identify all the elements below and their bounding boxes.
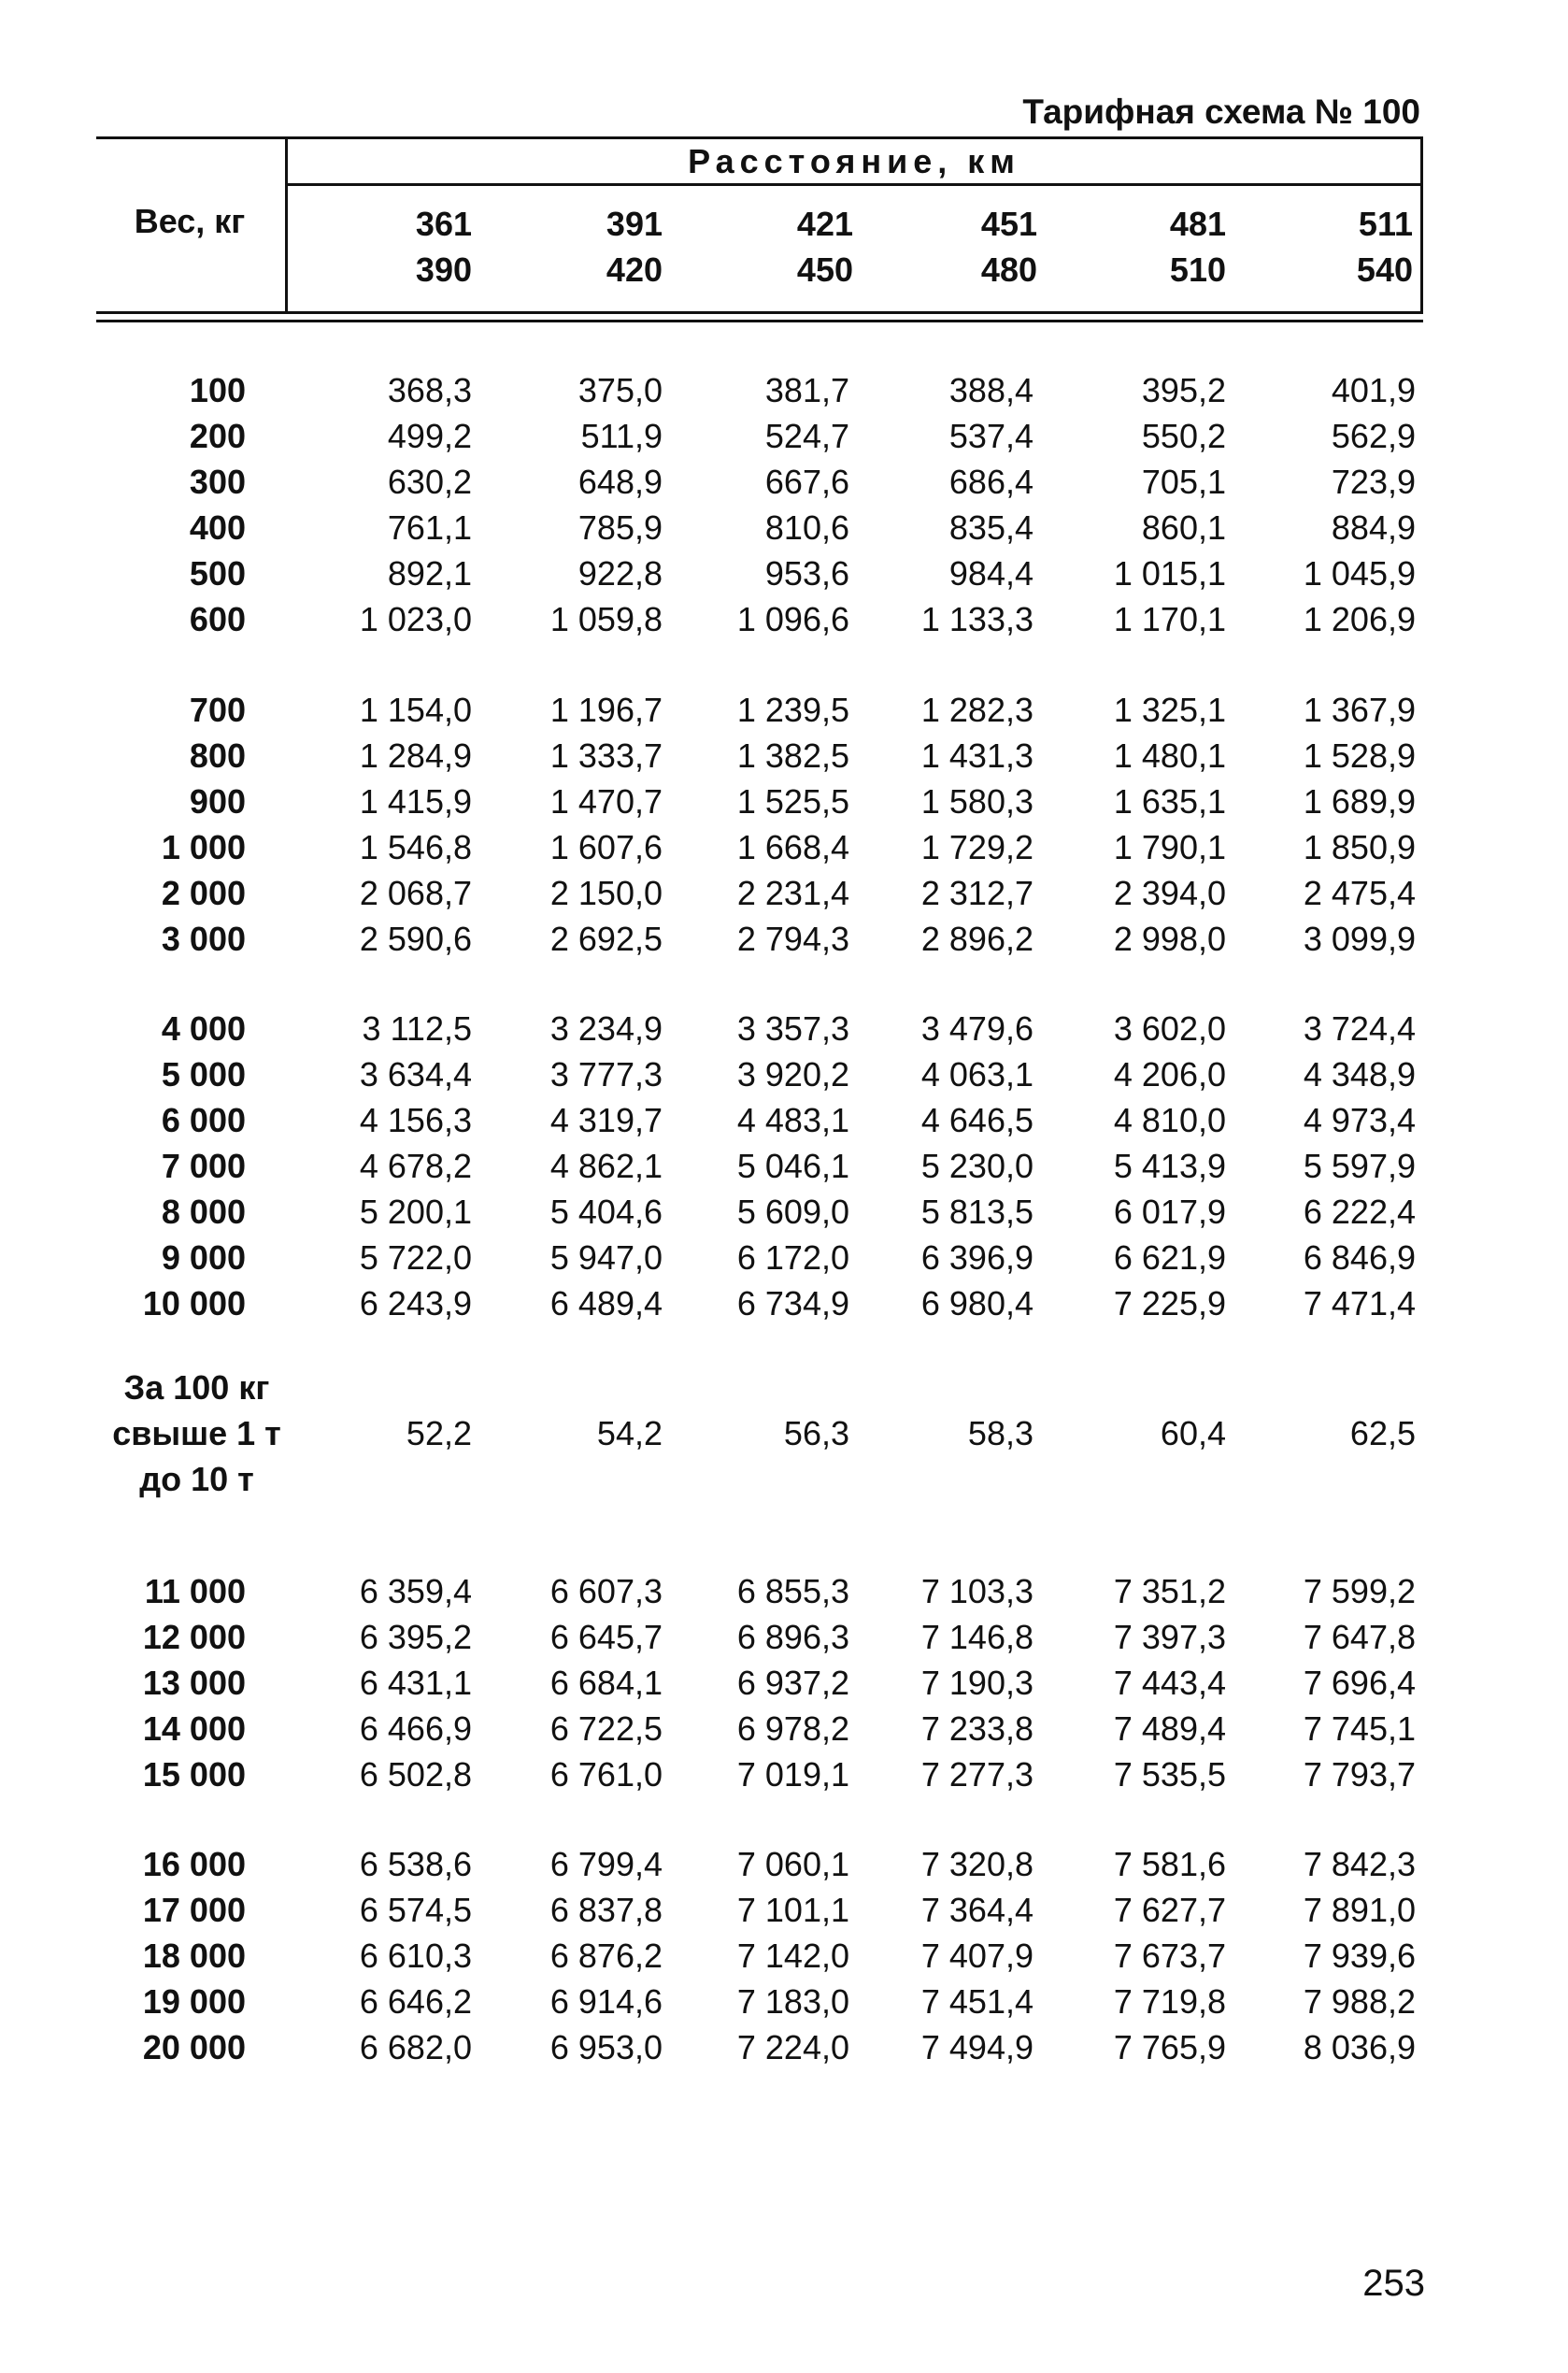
tariff-cell: 1 635,1: [1113, 782, 1226, 821]
tariff-cell: 7 494,9: [920, 2028, 1033, 2066]
tariff-cell: 7 765,9: [1113, 2028, 1226, 2066]
tariff-cell: 7 471,4: [1303, 1284, 1416, 1322]
tariff-cell: 1 333,7: [549, 736, 663, 775]
tariff-cell: 922,8: [577, 554, 663, 593]
tariff-cell: 368,3: [387, 371, 472, 409]
surcharge-row: [0, 1365, 1568, 1505]
weight-cell: 13 000: [142, 1664, 246, 1702]
header-rule-middle: [285, 183, 1423, 186]
tariff-cell: 7 793,7: [1303, 1755, 1416, 1794]
weight-cell: 2 000: [161, 874, 246, 912]
table-row: [0, 824, 1568, 870]
tariff-cell: 7 719,8: [1113, 1982, 1226, 2021]
distance-range-to: 540: [1356, 250, 1413, 289]
tariff-cell: 6 682,0: [359, 2028, 472, 2066]
tariff-cell: 6 222,4: [1303, 1193, 1416, 1231]
weight-cell: 14 000: [142, 1709, 246, 1748]
surcharge-cell: 60,4: [1160, 1414, 1226, 1452]
table-row: [0, 1051, 1568, 1097]
distance-range-to: 480: [980, 250, 1037, 289]
tariff-cell: 7 696,4: [1303, 1664, 1416, 1702]
tariff-cell: 1 431,3: [920, 736, 1033, 775]
table-row: [0, 596, 1568, 642]
table-row: [0, 779, 1568, 824]
tariff-cell: 6 876,2: [549, 1937, 663, 1975]
tariff-cell: 7 599,2: [1303, 1572, 1416, 1610]
table-row: [0, 459, 1568, 505]
tariff-cell: 6 722,5: [549, 1709, 663, 1748]
tariff-cell: 630,2: [387, 463, 472, 501]
tariff-cell: 6 646,2: [359, 1982, 472, 2021]
surcharge-label-line: до 10 т: [139, 1460, 254, 1498]
tariff-cell: 5 200,1: [359, 1193, 472, 1231]
weight-cell: 600: [189, 600, 246, 638]
weight-cell: 15 000: [142, 1755, 246, 1794]
weight-cell: 19 000: [142, 1982, 246, 2021]
tariff-cell: 5 230,0: [920, 1147, 1033, 1185]
tariff-cell: 6 937,2: [736, 1664, 849, 1702]
tariff-cell: 524,7: [764, 417, 849, 455]
distance-range-header: [350, 201, 472, 293]
tariff-cell: 7 224,0: [736, 2028, 849, 2066]
tariff-cell: 8 036,9: [1303, 2028, 1416, 2066]
distance-range-from: 451: [980, 205, 1037, 243]
weight-cell: 400: [189, 508, 246, 547]
surcharge-label: [96, 1365, 297, 1502]
tariff-cell: 375,0: [577, 371, 663, 409]
distance-range-from: 391: [606, 205, 663, 243]
weight-cell: 10 000: [142, 1284, 246, 1322]
tariff-cell: 1 154,0: [359, 691, 472, 729]
weight-cell: 700: [189, 691, 246, 729]
distance-range-to: 420: [606, 250, 663, 289]
tariff-cell: 6 502,8: [359, 1755, 472, 1794]
tariff-cell: 5 404,6: [549, 1193, 663, 1231]
weight-cell: 18 000: [142, 1937, 246, 1975]
tariff-cell: 3 357,3: [736, 1009, 849, 1048]
tariff-cell: 4 206,0: [1113, 1055, 1226, 1094]
surcharge-label-line: За 100 кг: [123, 1368, 270, 1407]
tariff-cell: 6 017,9: [1113, 1193, 1226, 1231]
tariff-cell: 6 574,5: [359, 1891, 472, 1929]
tariff-cell: 1 284,9: [359, 736, 472, 775]
tariff-cell: 7 142,0: [736, 1937, 849, 1975]
surcharge-cell: 62,5: [1349, 1414, 1416, 1452]
distance-range-header: [1105, 201, 1226, 293]
tariff-cell: 401,9: [1331, 371, 1416, 409]
tariff-cell: 6 359,4: [359, 1572, 472, 1610]
distance-range-header: [916, 201, 1037, 293]
weight-cell: 9 000: [161, 1238, 246, 1277]
tariff-cell: 6 396,9: [920, 1238, 1033, 1277]
table-row: [0, 733, 1568, 779]
weight-column-header: Вес, кг: [134, 202, 246, 240]
tariff-cell: 3 234,9: [549, 1009, 663, 1048]
tariff-cell: 6 855,3: [736, 1572, 849, 1610]
header-rule-bottom-double: [96, 320, 1423, 322]
tariff-cell: 3 479,6: [920, 1009, 1033, 1048]
tariff-cell: 1 415,9: [359, 782, 472, 821]
tariff-cell: 2 998,0: [1113, 920, 1226, 958]
tariff-cell: 1 470,7: [549, 782, 663, 821]
tariff-cell: 5 413,9: [1113, 1147, 1226, 1185]
tariff-cell: 4 156,3: [359, 1101, 472, 1139]
tariff-cell: 7 225,9: [1113, 1284, 1226, 1322]
tariff-cell: 1 023,0: [359, 600, 472, 638]
distance-range-from: 481: [1169, 205, 1226, 243]
tariff-cell: 7 277,3: [920, 1755, 1033, 1794]
tariff-cell: 7 489,4: [1113, 1709, 1226, 1748]
tariff-cell: 648,9: [577, 463, 663, 501]
weight-cell: 6 000: [161, 1101, 246, 1139]
distance-range-from: 511: [1358, 205, 1413, 243]
tariff-cell: 3 112,5: [362, 1009, 472, 1048]
header-rule-top: [96, 136, 1423, 139]
tariff-cell: 1 790,1: [1113, 828, 1226, 866]
tariff-cell: 499,2: [387, 417, 472, 455]
tariff-cell: 785,9: [577, 508, 663, 547]
tariff-cell: 1 015,1: [1113, 554, 1226, 593]
weight-cell: 900: [189, 782, 246, 821]
tariff-cell: 2 692,5: [549, 920, 663, 958]
weight-cell: 3 000: [161, 920, 246, 958]
tariff-cell: 667,6: [764, 463, 849, 501]
tariff-cell: 3 602,0: [1113, 1009, 1226, 1048]
table-row: [0, 1235, 1568, 1280]
header-rule-bottom: [96, 311, 1423, 314]
tariff-cell: 1 528,9: [1303, 736, 1416, 775]
tariff-cell: 7 647,8: [1303, 1618, 1416, 1656]
weight-cell: 16 000: [142, 1845, 246, 1883]
table-row: [0, 1660, 1568, 1706]
tariff-cell: 5 813,5: [920, 1193, 1033, 1231]
surcharge-cell: 58,3: [967, 1414, 1033, 1452]
tariff-cell: 7 627,7: [1113, 1891, 1226, 1929]
tariff-cell: 7 673,7: [1113, 1937, 1226, 1975]
tariff-cell: 6 896,3: [736, 1618, 849, 1656]
tariff-cell: 5 597,9: [1303, 1147, 1416, 1185]
tariff-cell: 1 668,4: [736, 828, 849, 866]
tariff-cell: 705,1: [1141, 463, 1226, 501]
table-row: [0, 413, 1568, 459]
surcharge-cell: 52,2: [406, 1414, 472, 1452]
tariff-cell: 1 325,1: [1113, 691, 1226, 729]
tariff-cell: 6 799,4: [549, 1845, 663, 1883]
tariff-cell: 4 810,0: [1113, 1101, 1226, 1139]
weight-cell: 17 000: [142, 1891, 246, 1929]
table-row: [0, 2024, 1568, 2070]
tariff-cell: 5 722,0: [359, 1238, 472, 1277]
tariff-cell: 6 538,6: [359, 1845, 472, 1883]
tariff-scheme-title: Тарифная схема № 100: [1022, 93, 1420, 131]
tariff-cell: 6 466,9: [359, 1709, 472, 1748]
tariff-cell: 1 850,9: [1303, 828, 1416, 866]
tariff-cell: 6 489,4: [549, 1284, 663, 1322]
tariff-cell: 7 019,1: [736, 1755, 849, 1794]
tariff-cell: 7 190,3: [920, 1664, 1033, 1702]
table-row: [0, 1189, 1568, 1235]
tariff-cell: 3 920,2: [736, 1055, 849, 1094]
table-row: [0, 550, 1568, 596]
table-row: [0, 870, 1568, 916]
tariff-cell: 6 621,9: [1113, 1238, 1226, 1277]
tariff-cell: 381,7: [764, 371, 849, 409]
tariff-cell: 686,4: [948, 463, 1033, 501]
table-row: [0, 1143, 1568, 1189]
tariff-cell: 723,9: [1331, 463, 1416, 501]
tariff-cell: 7 443,4: [1113, 1664, 1226, 1702]
tariff-cell: 7 407,9: [920, 1937, 1033, 1975]
distance-range-to: 390: [415, 250, 472, 289]
page-number: 253: [1362, 2263, 1425, 2304]
surcharge-cell: 54,2: [596, 1414, 663, 1452]
tariff-cell: 1 045,9: [1303, 554, 1416, 593]
tariff-cell: 1 133,3: [920, 600, 1033, 638]
table-row: [0, 1979, 1568, 2024]
table-row: [0, 1568, 1568, 1614]
tariff-cell: 1 096,6: [736, 600, 849, 638]
weight-cell: 8 000: [161, 1193, 246, 1231]
tariff-cell: 4 348,9: [1303, 1055, 1416, 1094]
tariff-cell: 562,9: [1331, 417, 1416, 455]
tariff-cell: 6 610,3: [359, 1937, 472, 1975]
table-row: [0, 367, 1568, 413]
tariff-cell: 6 395,2: [359, 1618, 472, 1656]
weight-cell: 200: [189, 417, 246, 455]
tariff-cell: 2 794,3: [736, 920, 849, 958]
tariff-cell: 7 146,8: [920, 1618, 1033, 1656]
tariff-cell: 2 896,2: [920, 920, 1033, 958]
tariff-cell: 1 059,8: [549, 600, 663, 638]
tariff-cell: 7 988,2: [1303, 1982, 1416, 2021]
tariff-cell: 7 745,1: [1303, 1709, 1416, 1748]
table-row: [0, 1751, 1568, 1797]
table-row: [0, 687, 1568, 733]
tariff-cell: 6 761,0: [549, 1755, 663, 1794]
tariff-cell: 1 367,9: [1303, 691, 1416, 729]
table-row: [0, 1006, 1568, 1051]
tariff-cell: 7 891,0: [1303, 1891, 1416, 1929]
tariff-cell: 7 364,4: [920, 1891, 1033, 1929]
table-row: [0, 1706, 1568, 1751]
tariff-cell: 1 196,7: [549, 691, 663, 729]
tariff-cell: 4 678,2: [359, 1147, 472, 1185]
tariff-cell: 1 206,9: [1303, 600, 1416, 638]
tariff-cell: 4 063,1: [920, 1055, 1033, 1094]
tariff-cell: 7 842,3: [1303, 1845, 1416, 1883]
tariff-cell: 1 170,1: [1113, 600, 1226, 638]
table-row: [0, 1280, 1568, 1326]
tariff-cell: 5 609,0: [736, 1193, 849, 1231]
distance-caption: Расстояние, км: [688, 142, 1020, 180]
tariff-cell: 1 546,8: [359, 828, 472, 866]
tariff-cell: 953,6: [764, 554, 849, 593]
weight-cell: 7 000: [161, 1147, 246, 1185]
tariff-cell: 2 231,4: [736, 874, 849, 912]
tariff-cell: 1 480,1: [1113, 736, 1226, 775]
tariff-cell: 7 101,1: [736, 1891, 849, 1929]
weight-cell: 500: [189, 554, 246, 593]
table-row: [0, 1841, 1568, 1887]
tariff-cell: 4 973,4: [1303, 1101, 1416, 1139]
weight-cell: 12 000: [142, 1618, 246, 1656]
tariff-cell: 2 590,6: [359, 920, 472, 958]
tariff-cell: 7 060,1: [736, 1845, 849, 1883]
weight-cell: 800: [189, 736, 246, 775]
tariff-cell: 7 581,6: [1113, 1845, 1226, 1883]
weight-cell: 100: [189, 371, 246, 409]
distance-range-header: [541, 201, 663, 293]
tariff-cell: 2 475,4: [1303, 874, 1416, 912]
tariff-cell: 810,6: [764, 508, 849, 547]
weight-cell: 1 000: [161, 828, 246, 866]
tariff-cell: 5 046,1: [736, 1147, 849, 1185]
tariff-cell: 6 734,9: [736, 1284, 849, 1322]
tariff-cell: 537,4: [948, 417, 1033, 455]
tariff-cell: 1 525,5: [736, 782, 849, 821]
tariff-cell: 388,4: [948, 371, 1033, 409]
tariff-cell: 6 846,9: [1303, 1238, 1416, 1277]
tariff-cell: 6 431,1: [359, 1664, 472, 1702]
tariff-cell: 835,4: [948, 508, 1033, 547]
tariff-cell: 7 397,3: [1113, 1618, 1226, 1656]
tariff-cell: 1 382,5: [736, 736, 849, 775]
tariff-cell: 6 980,4: [920, 1284, 1033, 1322]
tariff-cell: 7 451,4: [920, 1982, 1033, 2021]
surcharge-cell: 56,3: [783, 1414, 849, 1452]
tariff-cell: 511,9: [580, 417, 663, 455]
distance-range-to: 450: [796, 250, 853, 289]
tariff-cell: 6 914,6: [549, 1982, 663, 2021]
tariff-cell: 892,1: [387, 554, 472, 593]
weight-cell: 20 000: [142, 2028, 246, 2066]
tariff-cell: 7 183,0: [736, 1982, 849, 2021]
table-row: [0, 916, 1568, 962]
tariff-cell: 6 243,9: [359, 1284, 472, 1322]
tariff-cell: 4 483,1: [736, 1101, 849, 1139]
tariff-cell: 1 607,6: [549, 828, 663, 866]
tariff-cell: 2 312,7: [920, 874, 1033, 912]
tariff-cell: 3 634,4: [359, 1055, 472, 1094]
surcharge-label-line: свыше 1 т: [112, 1414, 281, 1452]
tariff-cell: 7 103,3: [920, 1572, 1033, 1610]
tariff-cell: 7 320,8: [920, 1845, 1033, 1883]
tariff-cell: 3 724,4: [1303, 1009, 1416, 1048]
tariff-cell: 7 233,8: [920, 1709, 1033, 1748]
tariff-cell: 3 099,9: [1303, 920, 1416, 958]
tariff-cell: 4 862,1: [549, 1147, 663, 1185]
tariff-cell: 6 953,0: [549, 2028, 663, 2066]
weight-cell: 11 000: [144, 1572, 246, 1610]
tariff-cell: 1 282,3: [920, 691, 1033, 729]
tariff-cell: 550,2: [1141, 417, 1226, 455]
tariff-cell: 1 580,3: [920, 782, 1033, 821]
distance-range-from: 421: [796, 205, 853, 243]
tariff-cell: 1 239,5: [736, 691, 849, 729]
tariff-cell: 395,2: [1141, 371, 1226, 409]
tariff-cell: 2 068,7: [359, 874, 472, 912]
tariff-cell: 2 150,0: [549, 874, 663, 912]
tariff-cell: 884,9: [1331, 508, 1416, 547]
tariff-cell: 4 646,5: [920, 1101, 1033, 1139]
tariff-cell: 7 351,2: [1113, 1572, 1226, 1610]
table-row: [0, 505, 1568, 550]
tariff-cell: 4 319,7: [549, 1101, 663, 1139]
distance-range-header: [1291, 201, 1413, 293]
tariff-cell: 761,1: [387, 508, 472, 547]
tariff-cell: 1 689,9: [1303, 782, 1416, 821]
tariff-cell: 984,4: [948, 554, 1033, 593]
distance-range-from: 361: [415, 205, 472, 243]
weight-cell: 300: [189, 463, 246, 501]
tariff-cell: 6 645,7: [549, 1618, 663, 1656]
tariff-cell: 860,1: [1141, 508, 1226, 547]
table-row: [0, 1097, 1568, 1143]
tariff-cell: 6 837,8: [549, 1891, 663, 1929]
tariff-cell: 2 394,0: [1113, 874, 1226, 912]
tariff-cell: 6 978,2: [736, 1709, 849, 1748]
tariff-cell: 1 729,2: [920, 828, 1033, 866]
tariff-cell: 3 777,3: [549, 1055, 663, 1094]
distance-range-header: [732, 201, 853, 293]
weight-cell: 4 000: [161, 1009, 246, 1048]
tariff-cell: 7 535,5: [1113, 1755, 1226, 1794]
distance-range-to: 510: [1169, 250, 1226, 289]
tariff-cell: 6 172,0: [736, 1238, 849, 1277]
table-row: [0, 1933, 1568, 1979]
table-row: [0, 1887, 1568, 1933]
table-row: [0, 1614, 1568, 1660]
tariff-cell: 6 684,1: [549, 1664, 663, 1702]
weight-cell: 5 000: [161, 1055, 246, 1094]
tariff-cell: 7 939,6: [1303, 1937, 1416, 1975]
tariff-cell: 6 607,3: [549, 1572, 663, 1610]
tariff-cell: 5 947,0: [549, 1238, 663, 1277]
